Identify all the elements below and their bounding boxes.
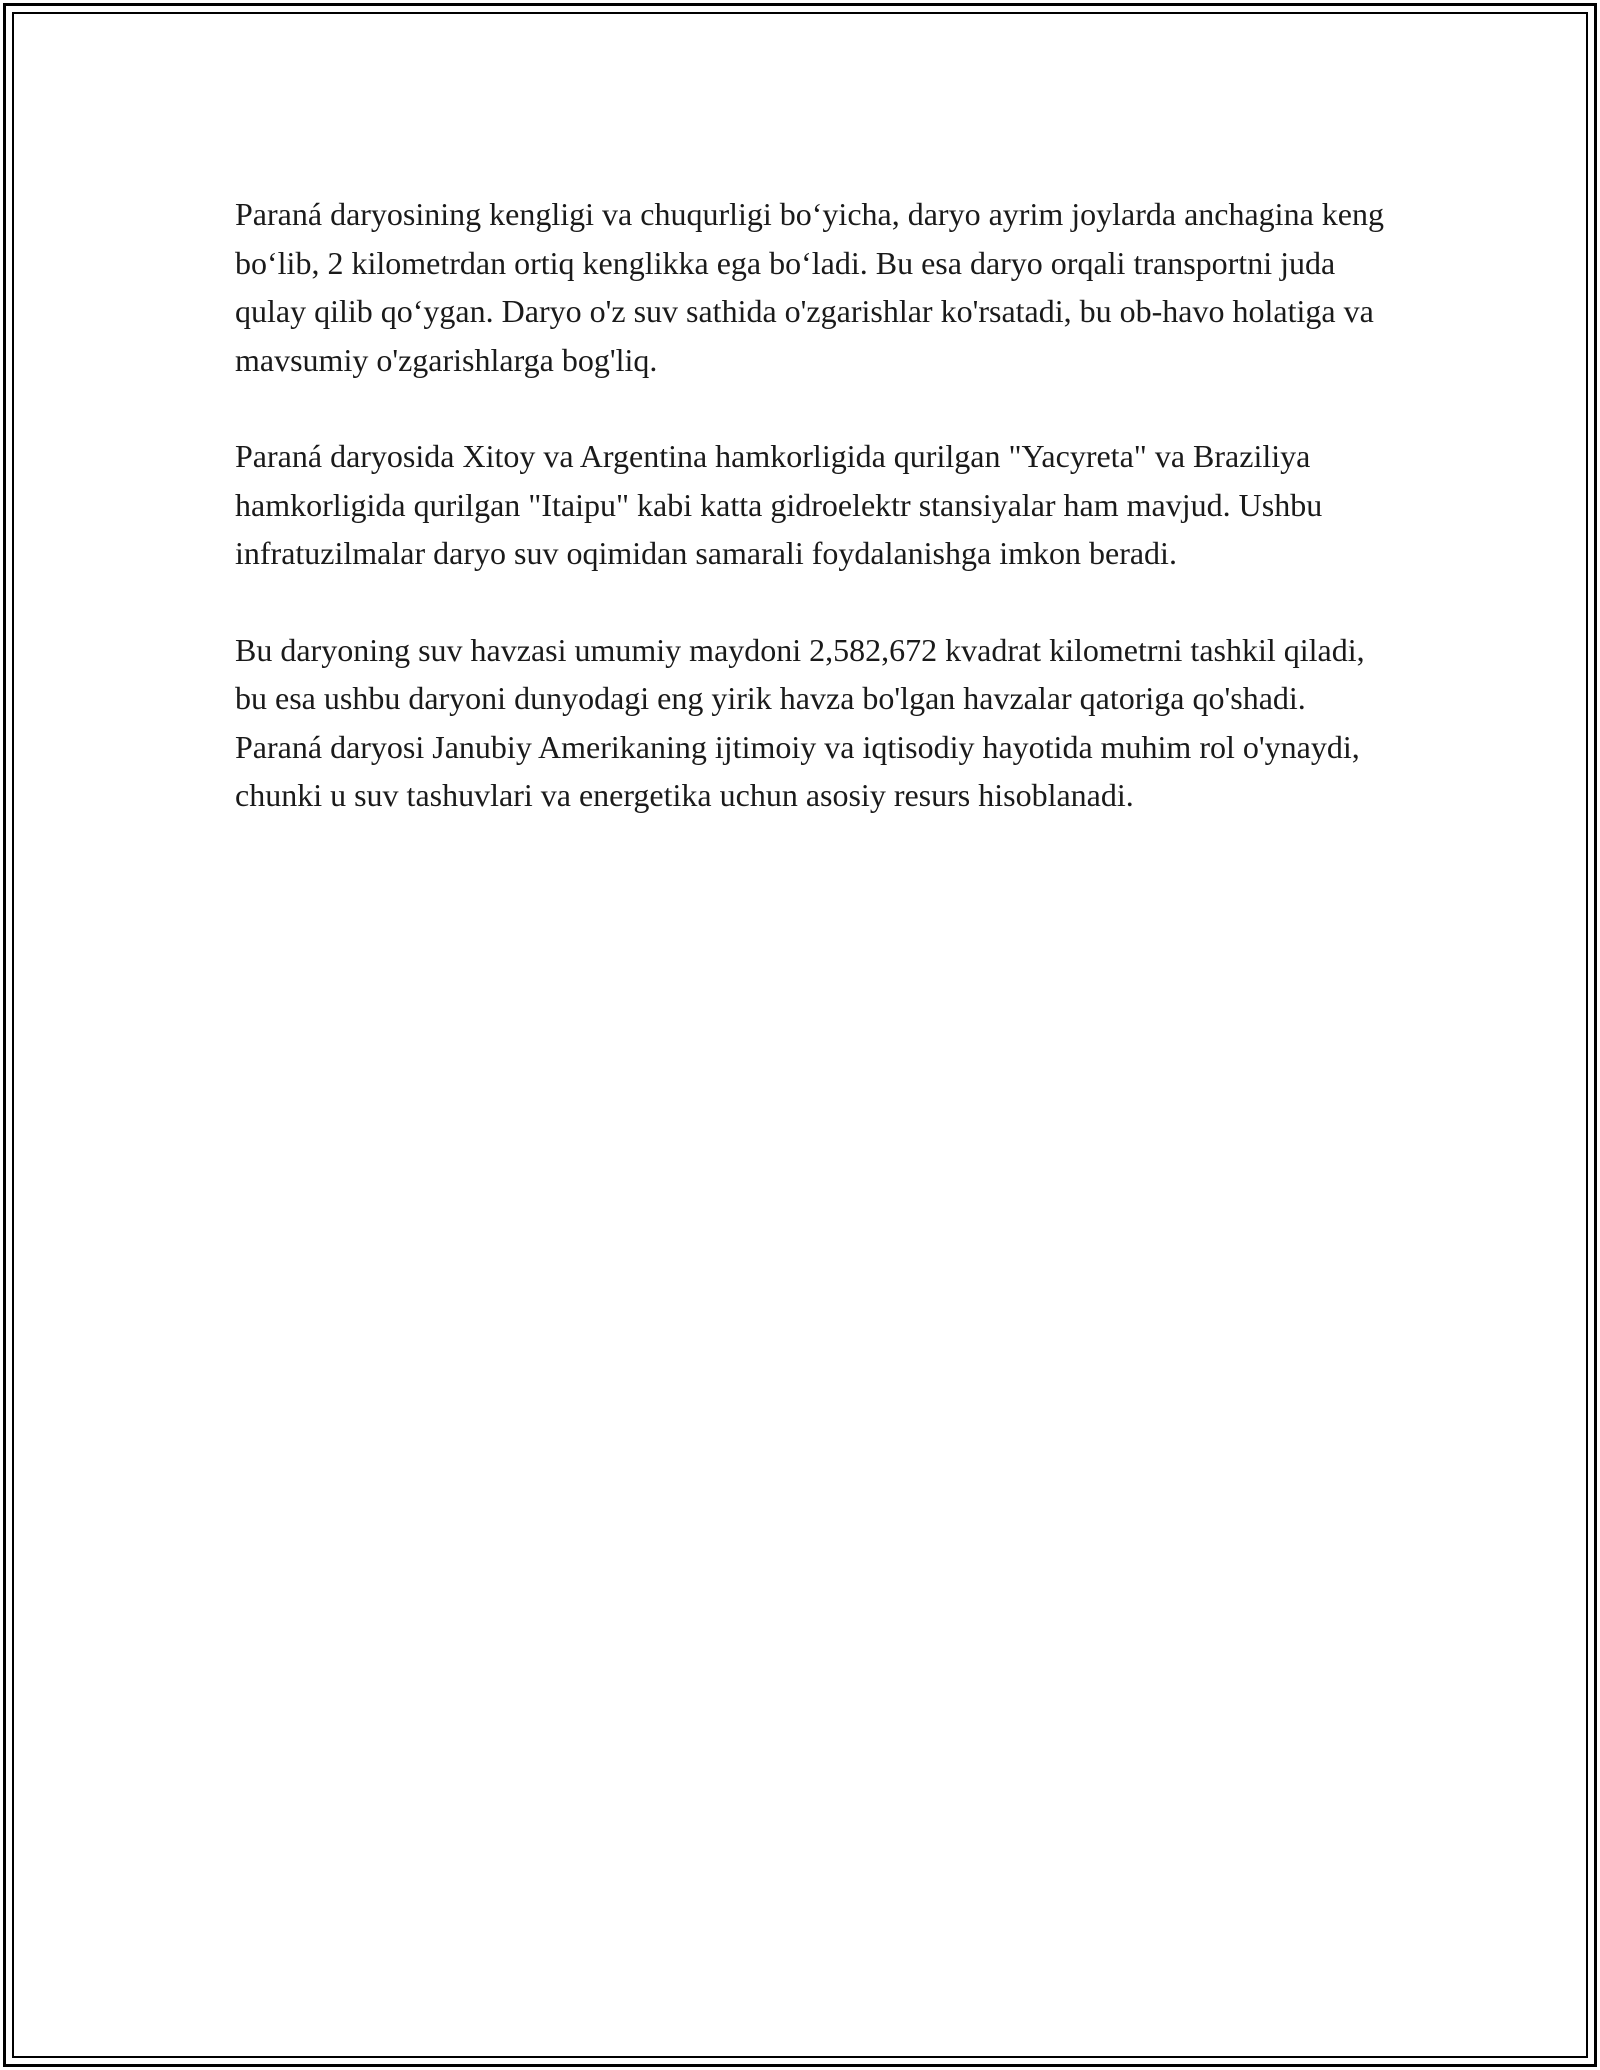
document-body (235, 190, 1385, 868)
paragraph-basin-area: Bu daryoning suv havzasi umumiy maydoni 2,582,672 kvadrat kilometrni tashkil qiladi, bu esa ushbu daryoni dunyodagi eng yirik havza bo'lgan havzalar qatoriga qo'shadi. Paraná daryosi Janubiy Amerikaning ijtimoiy va iqtisodiy hayotida muhim rol o'ynaydi, chunki u suv tashuvlari va energetika uchun asosiy resurs hisoblanadi. (235, 631, 1365, 813)
paragraph-river-width: Paraná daryosining kengligi va chuqurligi bo‘yicha, daryo ayrim joylarda anchagina keng bo‘lib, 2 kilometrdan ortiq kenglikka ega bo‘ladi. Bu esa daryo orqali transportni juda qulay qilib qo‘ygan. Daryo o'z suv sathida o'zgarishlar ko'rsatadi, bu ob-havo holatiga va mavsumiy o'zgarishlarga bog'liq. (235, 196, 1384, 378)
paragraph-hydroelectric-stations: Paraná daryosida Xitoy va Argentina hamkorligida qurilgan "Yacyreta" va Braziliya hamkorligida qurilgan "Itaipu" kabi katta gidroelektr stansiyalar ham mavjud. Ushbu infratuzilmalar daryo suv oqimidan samarali foydalanishga imkon beradi. (235, 438, 1323, 571)
